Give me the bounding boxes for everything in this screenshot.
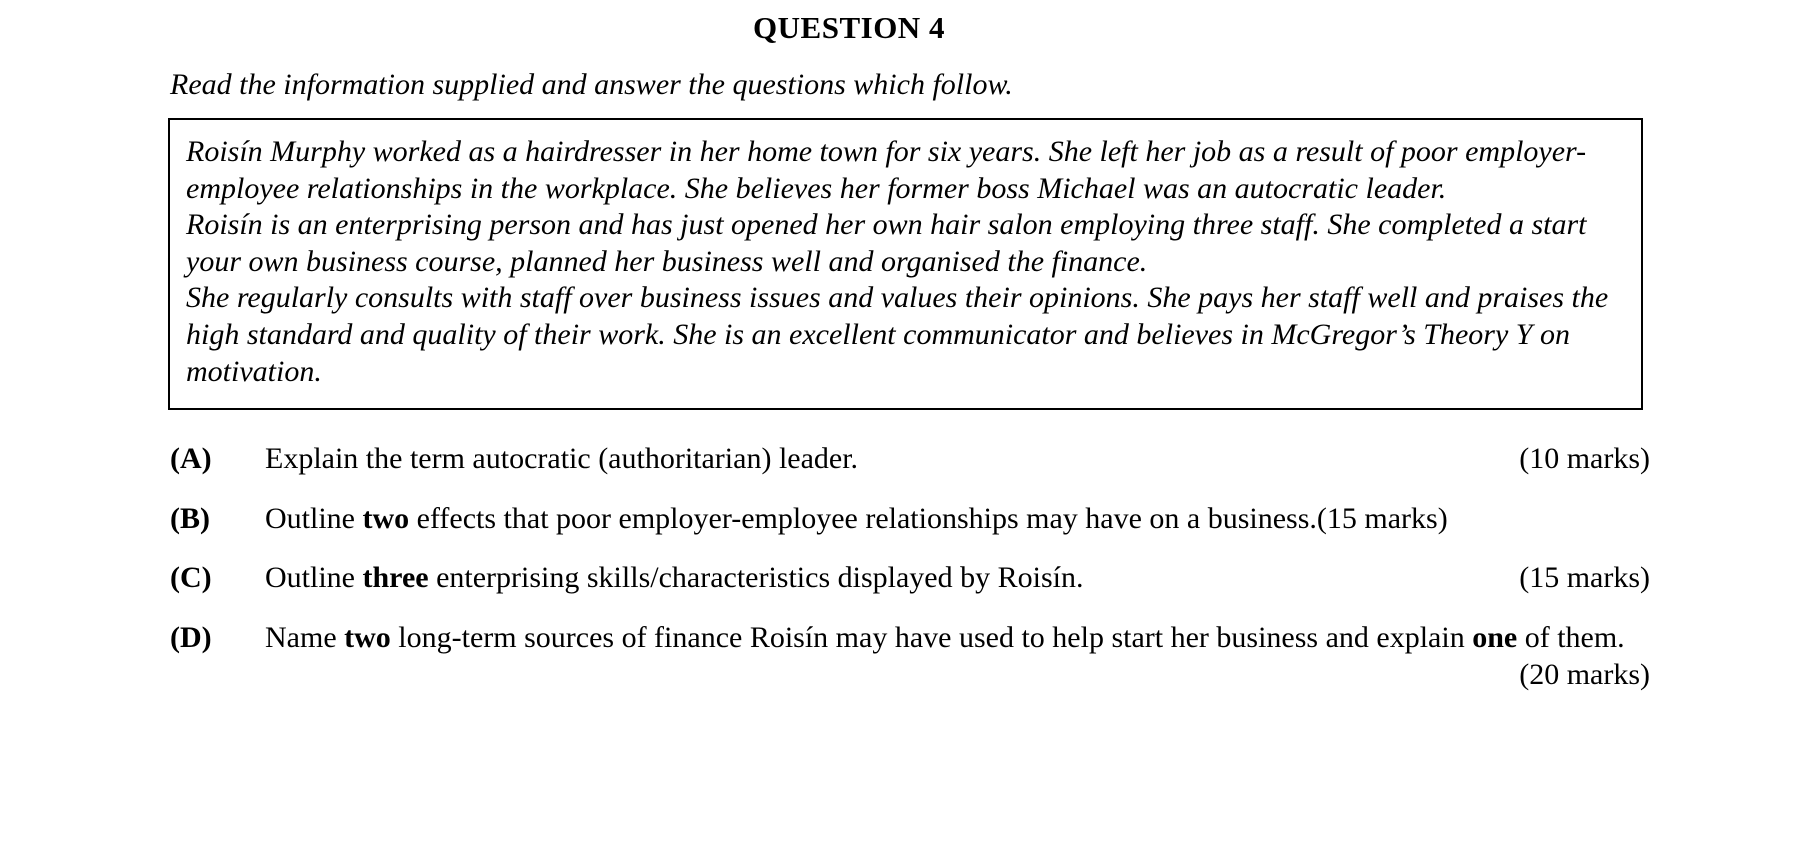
part-text-d-before: Name <box>265 620 345 654</box>
case-study-box <box>168 118 1643 410</box>
question-parts-list <box>170 440 1650 691</box>
part-body-b <box>265 500 1650 538</box>
part-body-a <box>265 440 1650 478</box>
part-marks-d: (20 marks) <box>1519 657 1650 691</box>
part-label-d: (D) <box>170 620 212 654</box>
part-text-b-before: Outline <box>265 501 363 535</box>
case-study-paragraph-1: Roisín Murphy worked as a hairdresser in her home town for six years. She left her job as a result of poor employer-employee relationships in the workplace. She believes her former boss Michael was an autocratic leader. <box>186 135 1587 205</box>
question-part-d <box>170 619 1650 691</box>
part-text-a: Explain the term autocratic (authoritarian) leader. <box>265 442 859 476</box>
case-study-paragraph-2: Roisín is an enterprising person and has just opened her own hair salon employing three staff. She completed a start your own business course, planned her business well and organised the finance. <box>186 208 1587 278</box>
part-text-d-after: of them. <box>1517 620 1625 654</box>
part-marks-a: (10 marks) <box>1519 442 1650 476</box>
part-emphasis-b: two <box>362 501 410 535</box>
page-title: QUESTION 4 <box>753 10 945 45</box>
part-text-c-before: Outline <box>265 561 363 595</box>
exam-page <box>0 10 1818 853</box>
part-label-a: (A) <box>170 442 212 476</box>
case-study-paragraph-3: She regularly consults with staff over business issues and values their opinions. She pays her staff well and praises the high standard and quality of their work. She is an excellent communicator and believes in McGregor’s Theory Y on motivation. <box>186 281 1609 388</box>
part-emphasis-c: three <box>362 561 429 595</box>
part-marks-c: (15 marks) <box>1519 561 1650 595</box>
part-text-b-after: effects that poor employer-employee relationships may have on a business. <box>409 501 1317 535</box>
part-emphasis-d-1: two <box>344 620 391 654</box>
part-body-d <box>265 619 1650 691</box>
question-part-b <box>170 500 1650 538</box>
question-part-a <box>170 440 1650 478</box>
part-text-c-after: enterprising skills/characteristics displayed by Roisín. <box>428 561 1084 595</box>
part-text-d-middle: long-term sources of finance Roisín may have used to help start her business and explain <box>390 620 1473 654</box>
instruction-text: Read the information supplied and answer the questions which follow. <box>170 68 1013 101</box>
question-part-c <box>170 559 1650 597</box>
part-body-c <box>265 559 1650 597</box>
part-label-c: (C) <box>170 561 212 595</box>
part-marks-b: (15 marks) <box>1316 501 1448 535</box>
part-label-b: (B) <box>170 501 210 535</box>
part-emphasis-d-2: one <box>1472 620 1518 654</box>
